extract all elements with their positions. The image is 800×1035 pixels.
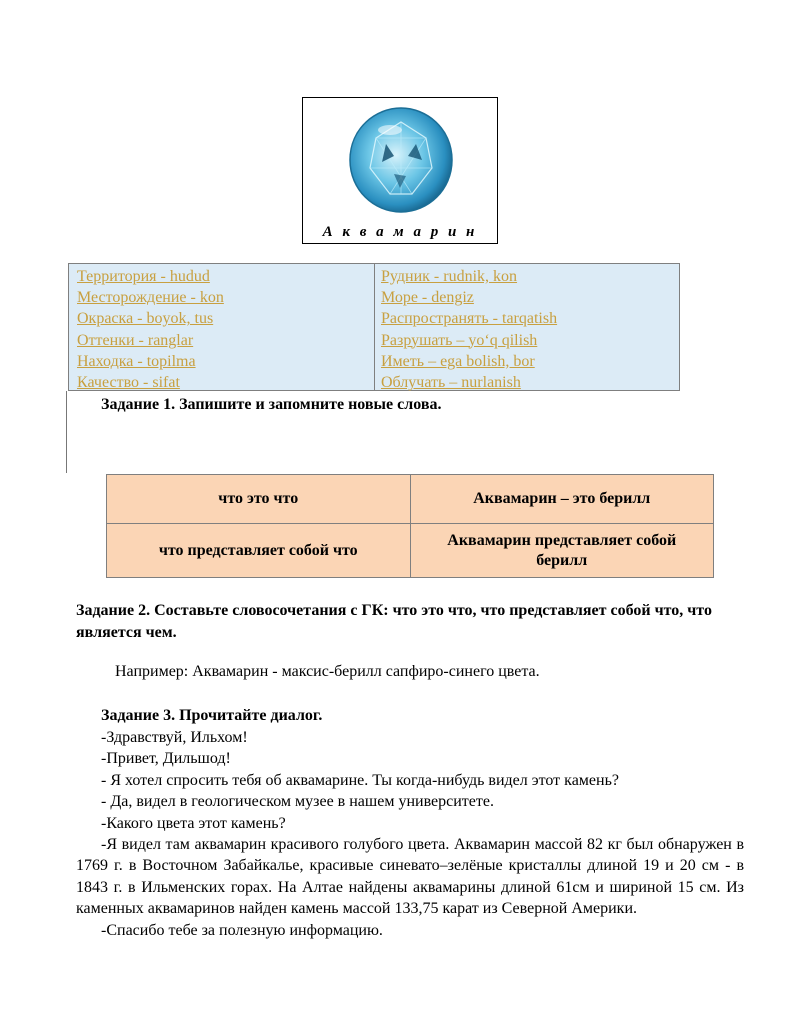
task-1-heading: Задание 1. Запишите и запомните новые слова. (101, 396, 442, 413)
vocab-link[interactable]: Разрушать – yo‘q qilish (381, 331, 538, 349)
table-cell: что это что (107, 475, 411, 524)
vocab-link[interactable]: Оттенки - ranglar (77, 331, 194, 349)
margin-rule (66, 391, 67, 473)
aquamarine-gem-icon (346, 104, 456, 216)
vocab-link[interactable]: Облучать – nurlanish (381, 374, 521, 392)
dialog-line: -Я видел там аквамарин красивого голубого цвета. Аквамарин массой 82 кг был обнаружен в 1769 г. в Восточном Забайкалье, красивые синевато–зелёные кристаллы длиной 19 и 20 см - в 1843 г. в Ильменских горах. На Алтае найдены аквамарины длиной 61см и шириной 15 см. Из каменных аквамаринов найден камень массой 133,75 карат из Северной Америки. (76, 836, 744, 918)
vocabulary-table (68, 263, 680, 391)
vocab-link[interactable]: Окраска - boyok, tus (77, 310, 214, 328)
table-row (107, 475, 714, 524)
vocab-link[interactable]: Рудник - rudnik, kon (381, 268, 518, 285)
dialog-line: -Здравствуй, Ильхом! (101, 729, 248, 746)
table-row (107, 524, 714, 578)
table-cell: что представляет собой что (107, 524, 411, 578)
dialog-line: - Да, видел в геологическом музее в нашем университете. (101, 793, 494, 811)
grammar-construction-table (106, 474, 714, 578)
vocab-link[interactable]: Море - dengiz (381, 289, 474, 307)
vocab-link[interactable]: Территория - hudud (77, 268, 210, 285)
task-2-heading: Задание 2. Составьте словосочетания с ГК: что это что, что представляет собой что, что является чем. (76, 602, 712, 641)
vocab-link[interactable]: Месторождение - kon (77, 289, 224, 307)
example-sentence: Например: Аквамарин - максис-берилл сапфиро-синего цвета. (115, 663, 540, 680)
vocab-column-right (374, 264, 679, 390)
dialog-line: -Спасибо тебе за полезную информацию. (101, 921, 383, 939)
task-3-heading: Задание 3. Прочитайте диалог. (101, 707, 323, 724)
vocab-link[interactable]: Качество - sifat (77, 374, 180, 392)
dialog-text (76, 727, 744, 941)
dialog-line: - Я хотел спросить тебя об аквамарине. Ты когда-нибудь видел этот камень? (101, 771, 619, 789)
vocab-link[interactable]: Находка - topilma (77, 352, 196, 370)
vocab-link[interactable]: Распространять - tarqatish (381, 310, 558, 328)
gem-figure (302, 97, 498, 244)
vocab-column-left (69, 264, 374, 390)
table-cell: Аквамарин – это берилл (410, 475, 714, 524)
table-cell: Аквамарин представляет собой берилл (410, 524, 714, 578)
dialog-line: -Привет, Дильшод! (101, 750, 231, 768)
vocab-link[interactable]: Иметь – ega bolish, bor (381, 352, 535, 370)
gem-caption: А к в а м а р и н (322, 224, 478, 240)
dialog-line: -Какого цвета этот камень? (101, 814, 286, 832)
